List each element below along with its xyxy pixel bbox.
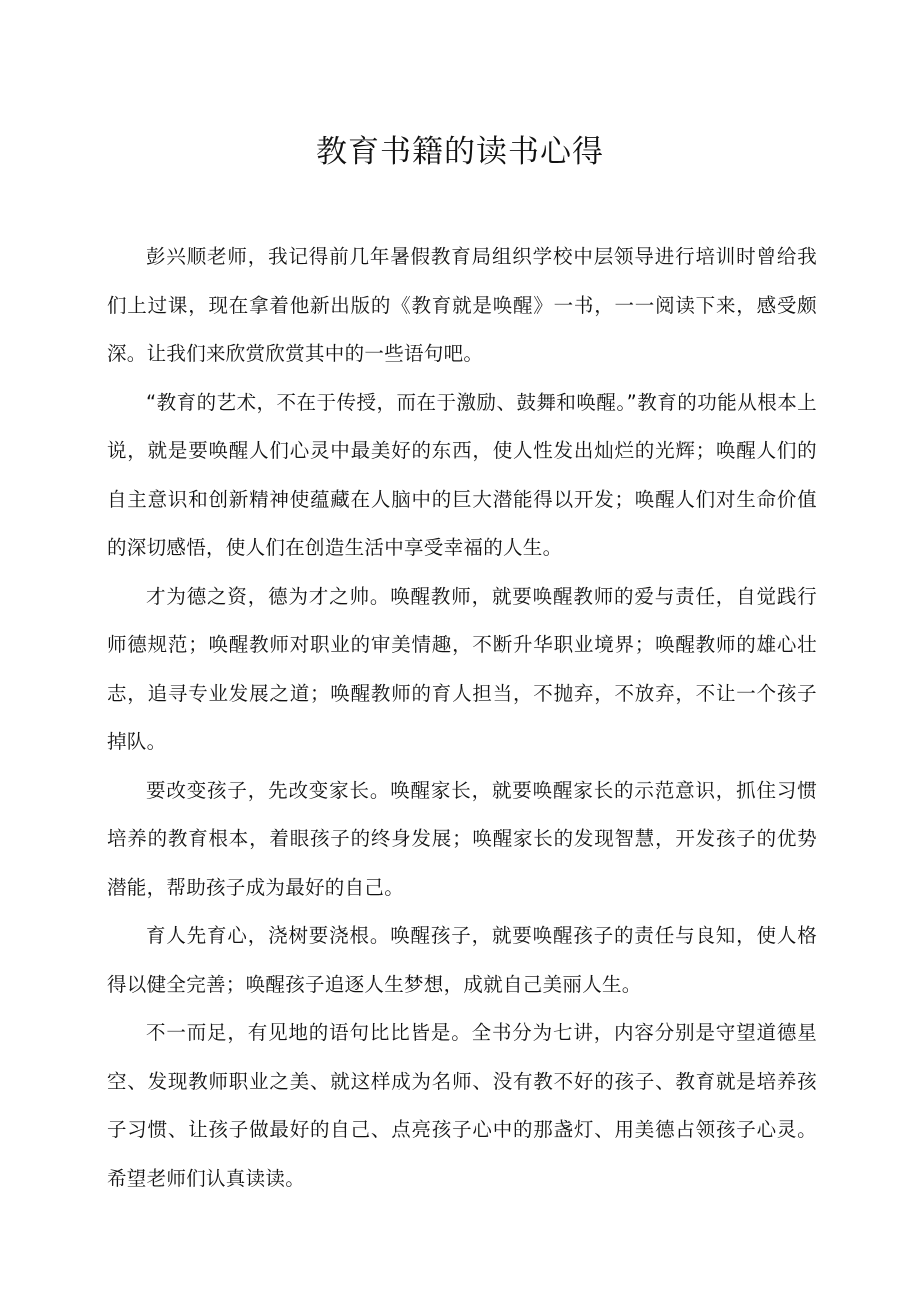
document-title: 教育书籍的读书心得 xyxy=(316,134,604,170)
paragraph-conclusion: 不一而足，有见地的语句比比皆是。全书分为七讲，内容分别是守望道德星空、发现教师职业之美、就这样成为名师、没有教不好的孩子、教育就是培养孩子习惯、让孩子做最好的自己、点亮孩子心中的那盏灯、用美德占领孩子心灵。希望老师们认真读读。 xyxy=(107,1021,817,1190)
paragraph-art-of-education: “教育的艺术，不在于传授，而在于激励、鼓舞和唤醒。”教育的功能从根本上说，就是要唤醒人们心灵中最美好的东西，使人性发出灿烂的光辉；唤醒人们的自主意识和创新精神使蕴藏在人脑中的巨大潜能得以开发；唤醒人们对生命价值的深切感悟，使人们在创造生活中享受幸福的人生。 xyxy=(107,390,817,559)
paragraph-awaken-teachers: 才为德之资，德为才之帅。唤醒教师，就要唤醒教师的爱与责任，自觉践行师德规范；唤醒教师对职业的审美情趣，不断升华职业境界；唤醒教师的雄心壮志，追寻专业发展之道；唤醒教师的育人担当，不抛弃，不放弃，不让一个孩子掉队。 xyxy=(107,584,817,753)
paragraph-awaken-parents: 要改变孩子，先改变家长。唤醒家长，就要唤醒家长的示范意识，抓住习惯培养的教育根本，着眼孩子的终身发展；唤醒家长的发现智慧，开发孩子的优势潜能，帮助孩子成为最好的自己。 xyxy=(107,778,817,899)
paragraph-awaken-children: 育人先育心，浇树要浇根。唤醒孩子，就要唤醒孩子的责任与良知，使人格得以健全完善；唤醒孩子追逐人生梦想，成就自己美丽人生。 xyxy=(107,924,817,996)
document-body xyxy=(107,233,817,1203)
paragraph-intro: 彭兴顺老师，我记得前几年暑假教育局组织学校中层领导进行培训时曾给我们上过课，现在拿着他新出版的《教育就是唤醒》一书，一一阅读下来，感受颇深。让我们来欣赏欣赏其中的一些语句吧。 xyxy=(107,245,817,365)
